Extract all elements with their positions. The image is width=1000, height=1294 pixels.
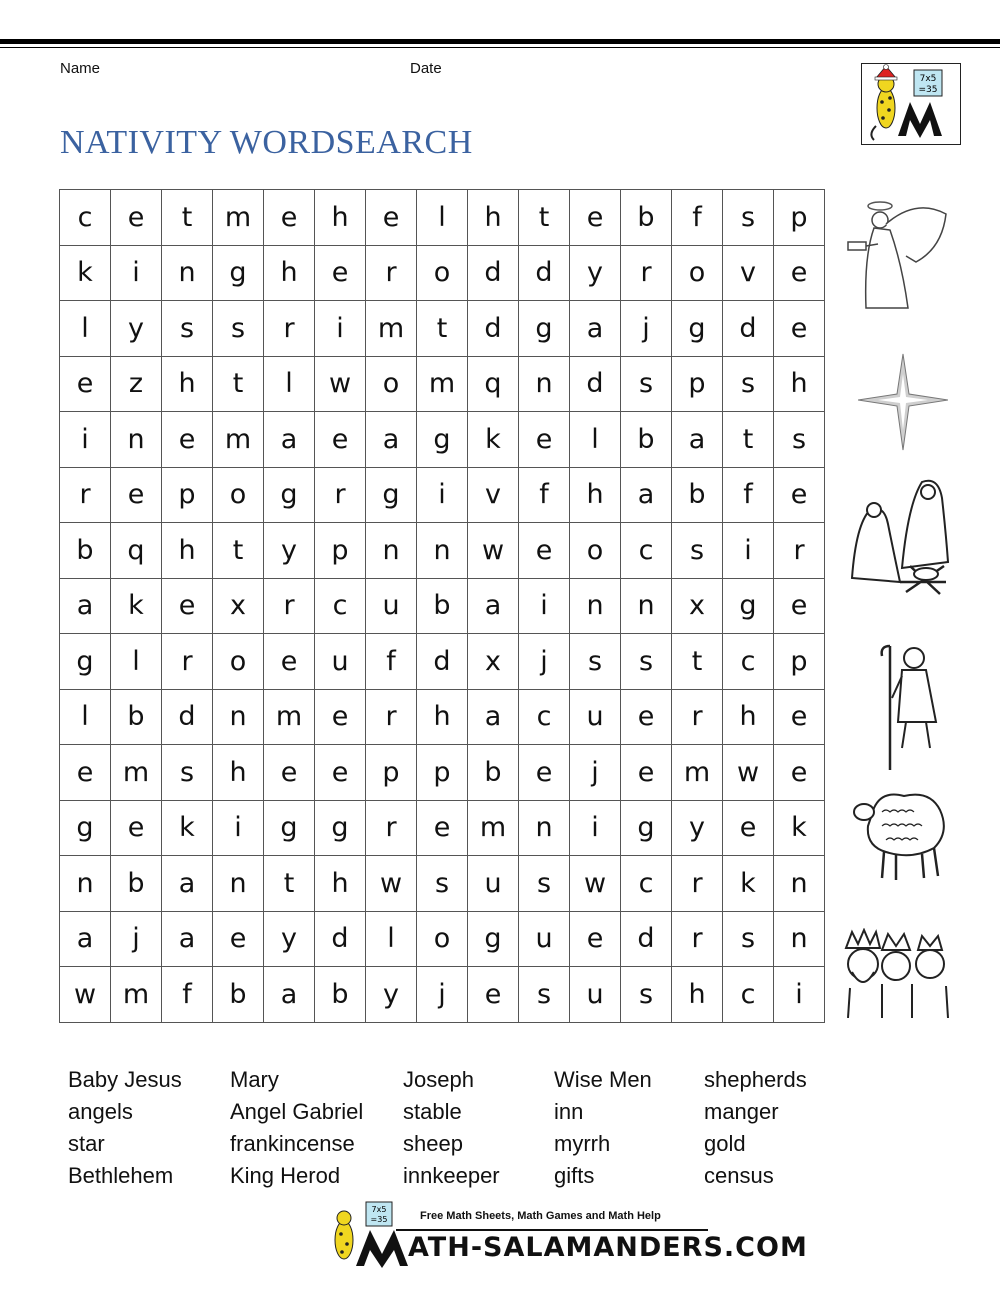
grid-cell: y <box>111 301 162 357</box>
grid-row <box>60 412 825 468</box>
footer-badge-line1: 7x5 <box>371 1205 387 1214</box>
grid-cell: n <box>111 412 162 468</box>
grid-cell: x <box>468 634 519 690</box>
grid-cell: e <box>264 745 315 801</box>
grid-cell: r <box>366 689 417 745</box>
grid-cell: r <box>672 911 723 967</box>
grid-cell: l <box>570 412 621 468</box>
grid-cell: r <box>672 689 723 745</box>
grid-cell: e <box>519 745 570 801</box>
grid-cell: g <box>60 800 111 856</box>
grid-cell: p <box>315 523 366 579</box>
grid-row <box>60 467 825 523</box>
grid-cell: d <box>723 301 774 357</box>
footer-salamander-icon <box>326 1200 410 1270</box>
grid-cell: t <box>672 634 723 690</box>
grid-cell: g <box>417 412 468 468</box>
grid-cell: e <box>621 745 672 801</box>
word-item: myrrh <box>554 1131 611 1156</box>
grid-cell: s <box>723 356 774 412</box>
grid-row <box>60 523 825 579</box>
grid-cell: p <box>672 356 723 412</box>
grid-cell: d <box>315 911 366 967</box>
grid-cell: g <box>621 800 672 856</box>
word-item: Wise Men <box>554 1067 652 1092</box>
grid-cell: u <box>570 689 621 745</box>
grid-cell: r <box>366 800 417 856</box>
grid-row <box>60 745 825 801</box>
grid-cell: s <box>519 856 570 912</box>
grid-cell: c <box>723 634 774 690</box>
word-item: manger <box>704 1099 779 1124</box>
grid-cell: e <box>723 800 774 856</box>
grid-cell: r <box>672 856 723 912</box>
word-item: Mary <box>230 1067 279 1092</box>
grid-cell: s <box>774 412 825 468</box>
grid-cell: w <box>468 523 519 579</box>
star-icon <box>858 352 948 452</box>
page-title: NATIVITY WORDSEARCH <box>60 124 473 161</box>
grid-cell: k <box>162 800 213 856</box>
grid-cell: b <box>468 745 519 801</box>
grid-cell: m <box>111 967 162 1023</box>
grid-cell: j <box>621 301 672 357</box>
grid-cell: m <box>111 745 162 801</box>
grid-cell: r <box>162 634 213 690</box>
grid-cell: e <box>60 356 111 412</box>
grid-cell: x <box>213 578 264 634</box>
grid-cell: m <box>366 301 417 357</box>
grid-cell: y <box>672 800 723 856</box>
word-item: frankincense <box>230 1131 355 1156</box>
grid-cell: k <box>774 800 825 856</box>
grid-cell: o <box>366 356 417 412</box>
grid-cell: y <box>264 911 315 967</box>
grid-cell: a <box>366 412 417 468</box>
grid-cell: i <box>519 578 570 634</box>
grid-cell: s <box>621 356 672 412</box>
grid-cell: n <box>519 356 570 412</box>
word-item: innkeeper <box>403 1163 500 1188</box>
grid-cell: e <box>774 689 825 745</box>
grid-cell: s <box>162 745 213 801</box>
grid-cell: n <box>213 856 264 912</box>
grid-row <box>60 856 825 912</box>
grid-cell: n <box>621 578 672 634</box>
salamander-logo <box>861 63 961 145</box>
grid-cell: l <box>60 301 111 357</box>
grid-cell: d <box>519 245 570 301</box>
grid-cell: e <box>468 967 519 1023</box>
grid-row <box>60 301 825 357</box>
grid-cell: m <box>213 190 264 246</box>
grid-cell: e <box>111 190 162 246</box>
grid-cell: p <box>417 745 468 801</box>
word-column-4 <box>554 1064 652 1192</box>
grid-cell: n <box>162 245 213 301</box>
grid-cell: p <box>162 467 213 523</box>
grid-cell: m <box>264 689 315 745</box>
grid-cell: e <box>570 911 621 967</box>
grid-cell: b <box>621 412 672 468</box>
grid-cell: f <box>162 967 213 1023</box>
grid-cell: m <box>417 356 468 412</box>
grid-cell: j <box>417 967 468 1023</box>
grid-cell: w <box>570 856 621 912</box>
grid-cell: h <box>162 356 213 412</box>
grid-cell: e <box>774 578 825 634</box>
grid-cell: a <box>264 967 315 1023</box>
grid-cell: l <box>60 689 111 745</box>
grid-cell: n <box>60 856 111 912</box>
grid-cell: i <box>60 412 111 468</box>
grid-cell: f <box>723 467 774 523</box>
word-item: sheep <box>403 1131 463 1156</box>
grid-cell: i <box>315 301 366 357</box>
grid-cell: r <box>315 467 366 523</box>
grid-cell: h <box>468 190 519 246</box>
grid-cell: s <box>621 634 672 690</box>
word-item: gifts <box>554 1163 595 1188</box>
grid-cell: b <box>417 578 468 634</box>
grid-cell: h <box>213 745 264 801</box>
grid-cell: f <box>519 467 570 523</box>
grid-cell: u <box>519 911 570 967</box>
grid-cell: h <box>264 245 315 301</box>
grid-cell: u <box>315 634 366 690</box>
grid-cell: o <box>570 523 621 579</box>
grid-row <box>60 356 825 412</box>
grid-cell: s <box>519 967 570 1023</box>
grid-cell: c <box>621 523 672 579</box>
grid-cell: r <box>774 523 825 579</box>
grid-row <box>60 800 825 856</box>
name-label: Name <box>60 60 101 77</box>
word-item: King Herod <box>230 1163 341 1188</box>
grid-cell: d <box>621 911 672 967</box>
grid-cell: e <box>264 190 315 246</box>
word-item: inn <box>554 1099 584 1124</box>
grid-cell: c <box>519 689 570 745</box>
word-item: Bethlehem <box>68 1163 174 1188</box>
grid-cell: o <box>213 634 264 690</box>
grid-cell: t <box>162 190 213 246</box>
grid-cell: a <box>672 412 723 468</box>
grid-cell: j <box>519 634 570 690</box>
grid-cell: g <box>672 301 723 357</box>
grid-cell: c <box>621 856 672 912</box>
grid-row <box>60 578 825 634</box>
grid-cell: o <box>417 245 468 301</box>
grid-cell: e <box>315 245 366 301</box>
grid-cell: d <box>162 689 213 745</box>
grid-cell: n <box>774 856 825 912</box>
grid-cell: n <box>519 800 570 856</box>
grid-cell: e <box>774 467 825 523</box>
footer-rule <box>396 1229 708 1231</box>
grid-cell: a <box>570 301 621 357</box>
grid-cell: e <box>315 412 366 468</box>
grid-cell: b <box>315 967 366 1023</box>
word-item: census <box>704 1163 774 1188</box>
grid-cell: m <box>213 412 264 468</box>
word-item: stable <box>403 1099 462 1124</box>
grid-cell: h <box>315 856 366 912</box>
grid-cell: s <box>723 911 774 967</box>
grid-cell: n <box>213 689 264 745</box>
grid-cell: g <box>264 800 315 856</box>
grid-cell: y <box>570 245 621 301</box>
logo-badge-line1: 7x5 <box>919 74 937 84</box>
grid-cell: e <box>774 301 825 357</box>
grid-cell: r <box>621 245 672 301</box>
grid-cell: m <box>468 800 519 856</box>
word-column-5 <box>704 1064 807 1192</box>
grid-cell: f <box>672 190 723 246</box>
grid-cell: o <box>213 467 264 523</box>
grid-cell: t <box>519 190 570 246</box>
grid-cell: i <box>213 800 264 856</box>
grid-row <box>60 634 825 690</box>
grid-cell: g <box>723 578 774 634</box>
grid-cell: c <box>723 967 774 1023</box>
grid-cell: o <box>417 911 468 967</box>
grid-cell: a <box>162 856 213 912</box>
grid-cell: e <box>315 745 366 801</box>
wordsearch-grid <box>59 189 825 1023</box>
grid-cell: m <box>672 745 723 801</box>
grid-cell: h <box>162 523 213 579</box>
grid-cell: w <box>366 856 417 912</box>
grid-cell: l <box>111 634 162 690</box>
angel-icon <box>846 196 950 316</box>
word-item: gold <box>704 1131 746 1156</box>
grid-row <box>60 689 825 745</box>
grid-cell: l <box>417 190 468 246</box>
grid-cell: b <box>621 190 672 246</box>
word-item: shepherds <box>704 1067 807 1092</box>
grid-cell: e <box>774 245 825 301</box>
grid-cell: b <box>672 467 723 523</box>
grid-cell: t <box>264 856 315 912</box>
grid-cell: s <box>723 190 774 246</box>
top-rule-thin <box>0 47 1000 48</box>
grid-cell: b <box>111 856 162 912</box>
grid-cell: g <box>468 911 519 967</box>
grid-cell: e <box>213 911 264 967</box>
grid-cell: n <box>417 523 468 579</box>
grid-cell: d <box>417 634 468 690</box>
grid-cell: v <box>723 245 774 301</box>
grid-cell: h <box>417 689 468 745</box>
grid-cell: e <box>162 578 213 634</box>
grid-cell: i <box>723 523 774 579</box>
grid-cell: e <box>60 745 111 801</box>
grid-cell: h <box>672 967 723 1023</box>
word-column-2 <box>230 1064 363 1192</box>
grid-cell: j <box>111 911 162 967</box>
grid-row <box>60 967 825 1023</box>
grid-cell: e <box>111 467 162 523</box>
grid-cell: t <box>723 412 774 468</box>
grid-cell: h <box>723 689 774 745</box>
grid-cell: u <box>468 856 519 912</box>
grid-cell: g <box>315 800 366 856</box>
wise-men-icon <box>842 928 954 1018</box>
grid-cell: i <box>570 800 621 856</box>
grid-cell: s <box>570 634 621 690</box>
grid-cell: v <box>468 467 519 523</box>
grid-cell: t <box>417 301 468 357</box>
grid-cell: w <box>723 745 774 801</box>
grid-cell: a <box>264 412 315 468</box>
grid-cell: z <box>111 356 162 412</box>
grid-cell: w <box>60 967 111 1023</box>
grid-cell: n <box>570 578 621 634</box>
sheep-icon <box>852 782 950 882</box>
grid-cell: l <box>264 356 315 412</box>
grid-cell: h <box>570 467 621 523</box>
grid-cell: s <box>672 523 723 579</box>
shepherd-icon <box>876 640 946 770</box>
grid-cell: g <box>366 467 417 523</box>
grid-cell: r <box>264 301 315 357</box>
grid-cell: e <box>417 800 468 856</box>
grid-cell: p <box>366 745 417 801</box>
grid-cell: k <box>111 578 162 634</box>
grid-cell: e <box>162 412 213 468</box>
grid-cell: e <box>315 689 366 745</box>
grid-cell: n <box>774 911 825 967</box>
grid-row <box>60 245 825 301</box>
grid-cell: e <box>519 523 570 579</box>
word-item: Angel Gabriel <box>230 1099 364 1124</box>
footer-badge-line2: =35 <box>370 1215 388 1224</box>
grid-cell: w <box>315 356 366 412</box>
grid-cell: u <box>570 967 621 1023</box>
grid-cell: l <box>366 911 417 967</box>
grid-cell: t <box>213 356 264 412</box>
grid-cell: c <box>315 578 366 634</box>
grid-cell: i <box>417 467 468 523</box>
grid-cell: g <box>264 467 315 523</box>
grid-cell: f <box>366 634 417 690</box>
grid-cell: y <box>264 523 315 579</box>
grid-cell: a <box>621 467 672 523</box>
grid-cell: r <box>60 467 111 523</box>
grid-cell: r <box>366 245 417 301</box>
grid-cell: d <box>468 245 519 301</box>
word-item: Baby Jesus <box>68 1067 182 1092</box>
grid-cell: j <box>570 745 621 801</box>
grid-cell: g <box>60 634 111 690</box>
grid-cell: a <box>60 578 111 634</box>
grid-cell: p <box>774 190 825 246</box>
grid-cell: t <box>213 523 264 579</box>
grid-cell: b <box>111 689 162 745</box>
grid-cell: u <box>366 578 417 634</box>
grid-cell: b <box>213 967 264 1023</box>
word-item: Joseph <box>403 1067 474 1092</box>
word-item: angels <box>68 1099 133 1124</box>
grid-cell: e <box>570 190 621 246</box>
grid-cell: c <box>60 190 111 246</box>
grid-cell: k <box>723 856 774 912</box>
grid-cell: s <box>213 301 264 357</box>
grid-cell: a <box>162 911 213 967</box>
grid-cell: k <box>60 245 111 301</box>
grid-cell: k <box>468 412 519 468</box>
grid-cell: d <box>570 356 621 412</box>
grid-cell: a <box>60 911 111 967</box>
grid-row <box>60 911 825 967</box>
grid-cell: q <box>111 523 162 579</box>
grid-cell: d <box>468 301 519 357</box>
grid-cell: e <box>111 800 162 856</box>
grid-cell: y <box>366 967 417 1023</box>
grid-cell: h <box>774 356 825 412</box>
top-rule-thick <box>0 39 1000 44</box>
grid-cell: e <box>366 190 417 246</box>
grid-cell: q <box>468 356 519 412</box>
grid-cell: h <box>315 190 366 246</box>
grid-cell: i <box>774 967 825 1023</box>
grid-cell: b <box>60 523 111 579</box>
grid-cell: i <box>111 245 162 301</box>
grid-cell: e <box>621 689 672 745</box>
grid-cell: g <box>213 245 264 301</box>
logo-badge-line2: =35 <box>918 85 938 95</box>
grid-cell: o <box>672 245 723 301</box>
grid-cell: e <box>774 745 825 801</box>
grid-cell: s <box>162 301 213 357</box>
grid-cell: g <box>519 301 570 357</box>
grid-cell: x <box>672 578 723 634</box>
grid-cell: a <box>468 689 519 745</box>
footer-tagline: Free Math Sheets, Math Games and Math Help <box>420 1210 661 1222</box>
grid-cell: a <box>468 578 519 634</box>
grid-cell: e <box>519 412 570 468</box>
date-label: Date <box>410 60 442 77</box>
word-column-3 <box>403 1064 500 1192</box>
grid-cell: n <box>366 523 417 579</box>
footer-logo <box>326 1200 808 1270</box>
word-column-1 <box>68 1064 182 1192</box>
footer-site-name: ATH-SALAMANDERS.COM <box>408 1232 808 1263</box>
grid-cell: s <box>417 856 468 912</box>
grid-cell: s <box>621 967 672 1023</box>
mary-joseph-icon <box>848 474 952 606</box>
grid-row <box>60 190 825 246</box>
grid-cell: e <box>264 634 315 690</box>
grid-cell: p <box>774 634 825 690</box>
grid-cell: r <box>264 578 315 634</box>
word-item: star <box>68 1131 105 1156</box>
